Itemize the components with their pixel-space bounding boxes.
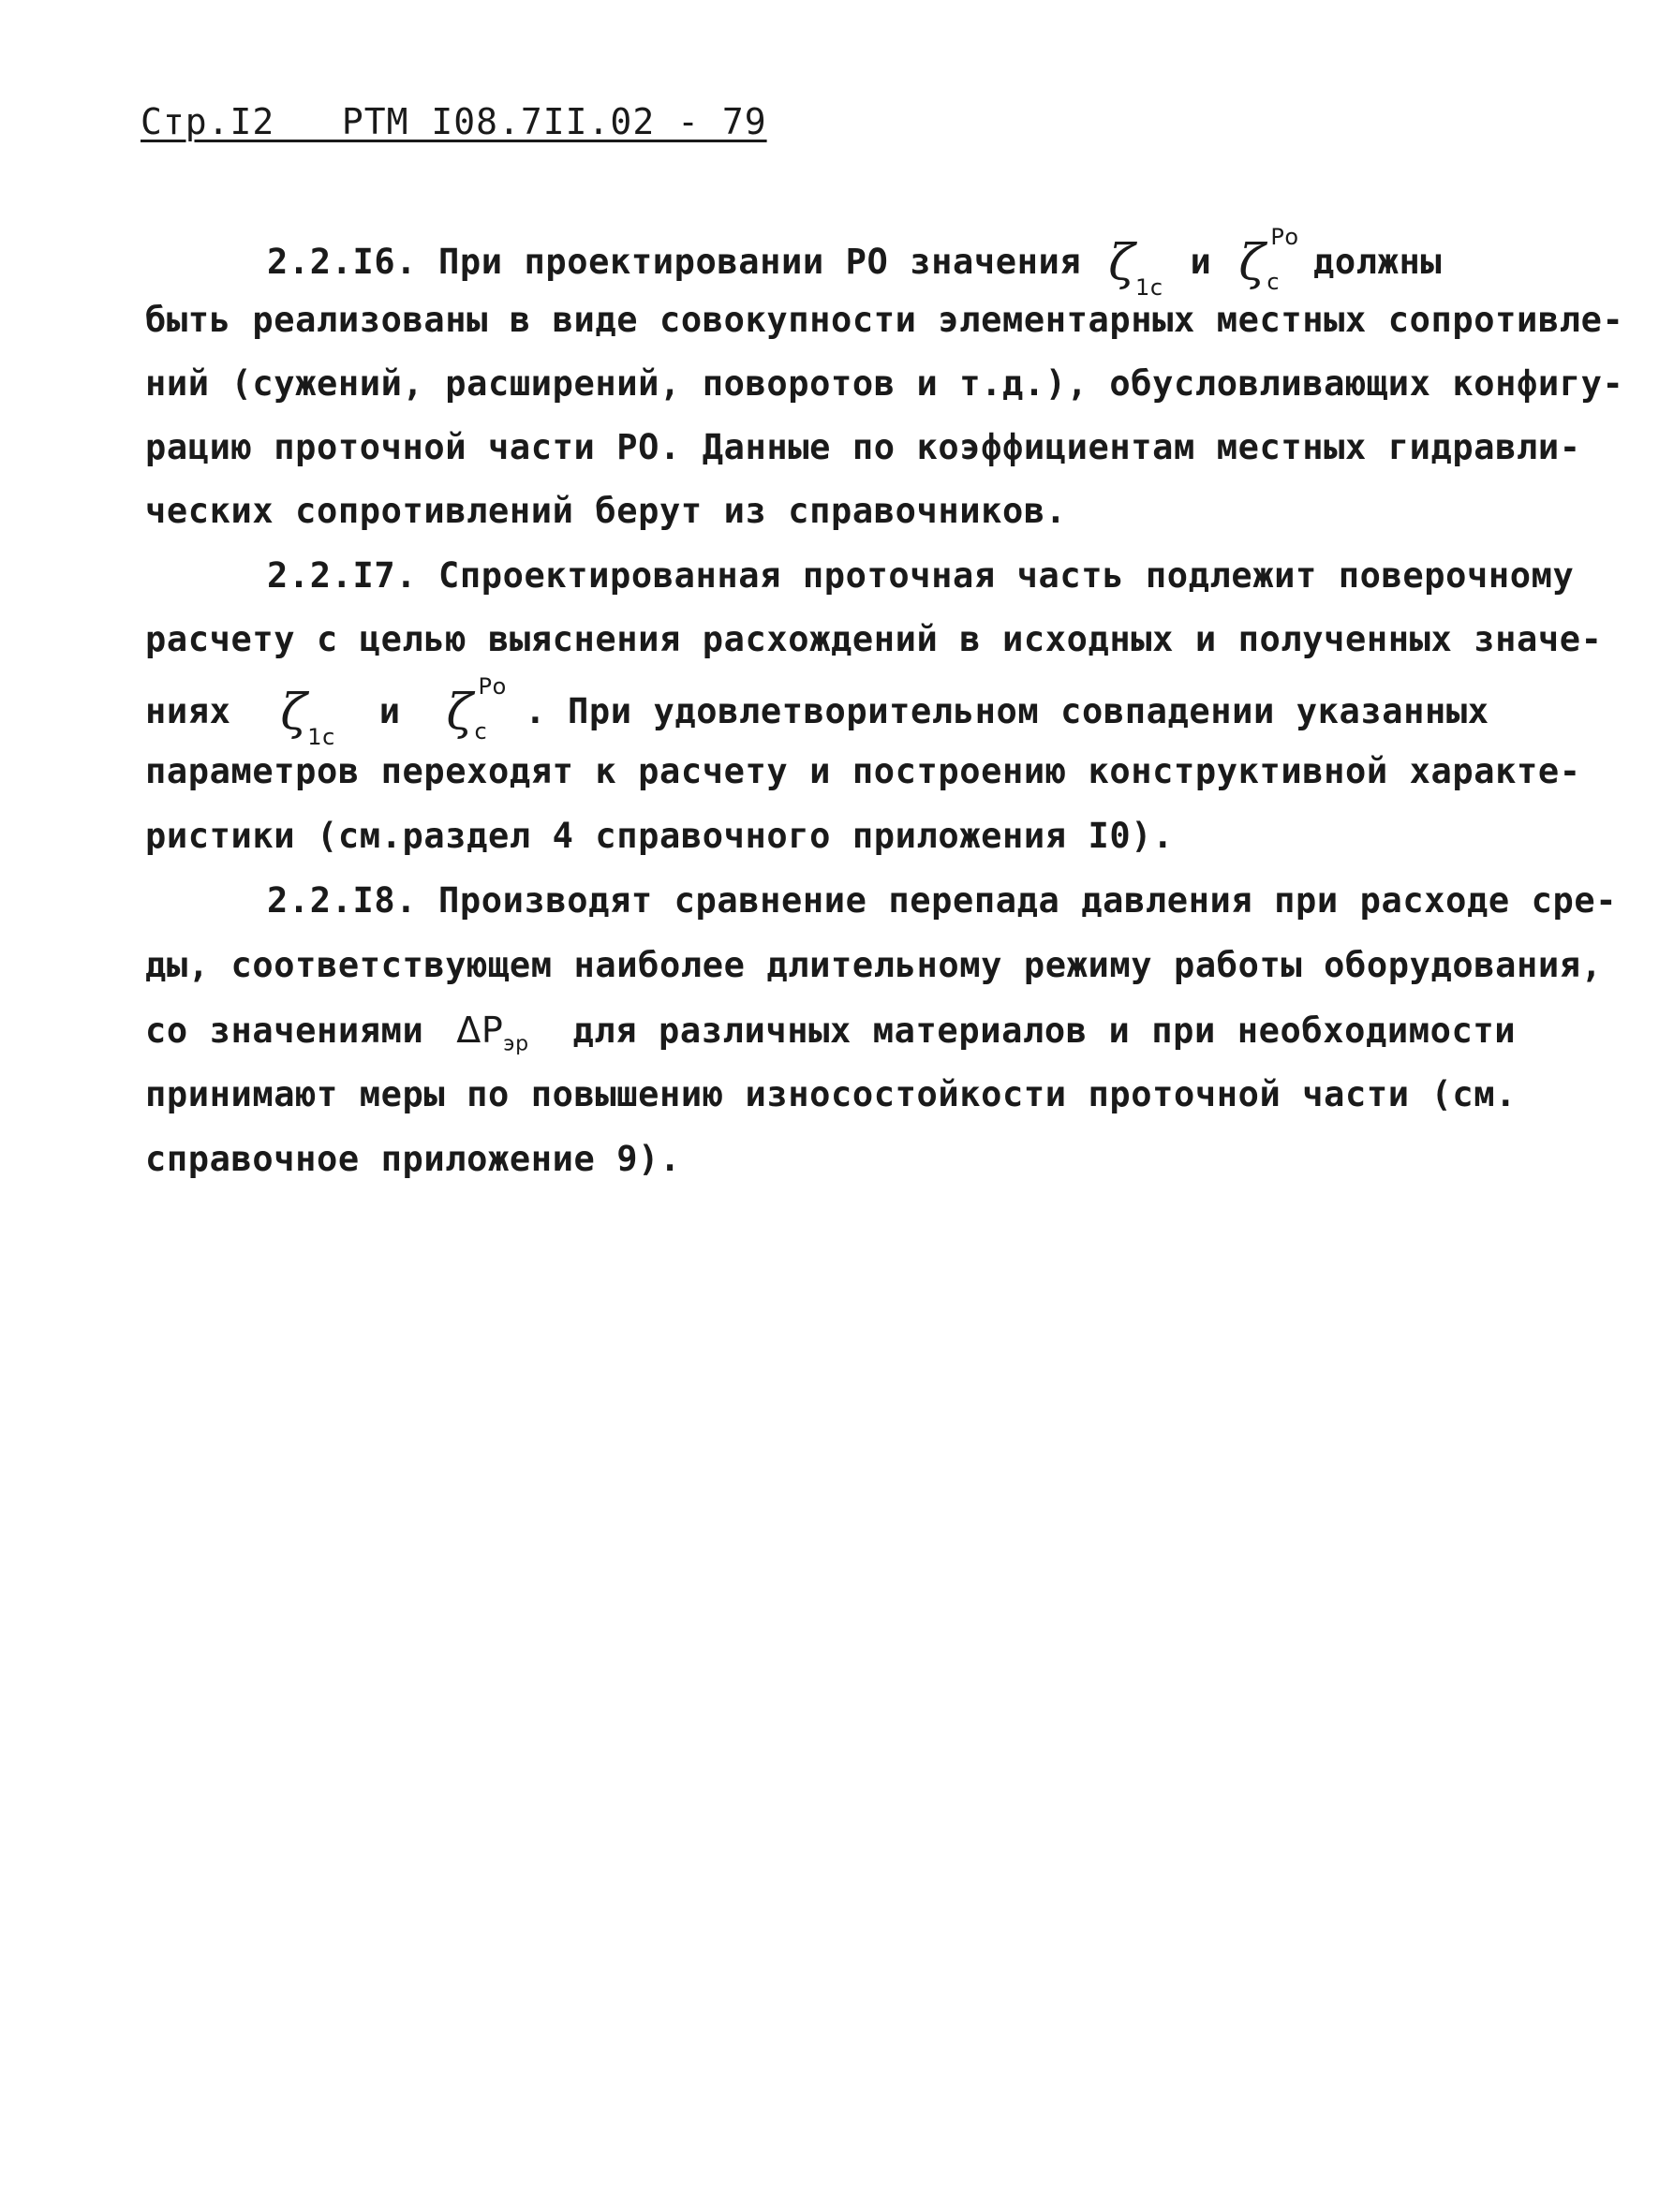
paragraph-2-2-16-line-4: рацию проточной части РО. Данные по коэффициентам местных гидравли- (145, 427, 1581, 467)
text-segment: и (1190, 242, 1212, 282)
text-segment: ниях (145, 691, 231, 731)
paragraph-2-2-16-line-5: ческих сопротивлений берут из справочников. (145, 491, 1067, 531)
page-header: Стр.I2 РТМ I08.7II.02 - 79 (141, 101, 767, 142)
text-segment: и (378, 691, 401, 731)
paragraph-2-2-17-line-3 (145, 673, 1489, 751)
paragraph-2-2-18-line-3 (145, 1012, 1516, 1055)
paragraph-2-2-18-line-2: ды, соответствующем наиболее длительному режиму работы оборудования, (145, 945, 1603, 985)
paragraph-2-2-16-line-1 (267, 224, 1443, 302)
text-segment: для различных материалов и при необходимости (572, 1010, 1517, 1051)
text-segment: со значениями (145, 1010, 424, 1051)
zeta-1c-symbol: $\zeta_{1c}$ (1108, 235, 1163, 302)
paragraph-2-2-17-line-2: расчету с целью выяснения расхождений в исходных и полученных значе- (145, 619, 1603, 659)
paragraph-2-2-18-line-5: справочное приложение 9). (145, 1139, 681, 1179)
delta-p-er-symbol: $\Delta P_{эр}$ (456, 1010, 529, 1056)
paragraph-2-2-16-line-2: быть реализованы в виде совокупности элементарных местных сопротивле- (145, 300, 1624, 340)
zeta-1c-symbol: $\zeta_{1c}$ (280, 685, 335, 751)
paragraph-2-2-17-line-1: 2.2.I7. Спроектированная проточная часть подлежит поверочному (267, 555, 1575, 596)
zeta-c-po-symbol: ζ Ро c (1238, 224, 1299, 295)
text-segment: 2.2.I6. При проектировании РО значения (267, 242, 1082, 282)
zeta-c-po-symbol: ζ Ро c (446, 673, 507, 745)
paragraph-2-2-17-line-4: параметров переходят к расчету и построению конструктивной характе- (145, 751, 1581, 791)
paragraph-2-2-18-line-1: 2.2.I8. Производят сравнение перепада давления при расходе сре- (267, 880, 1618, 921)
paragraph-2-2-16-line-3: ний (сужений, расширений, поворотов и т.д.), обусловливающих конфигу- (145, 363, 1624, 404)
paragraph-2-2-17-line-5: ристики (см.раздел 4 справочного приложения I0). (145, 816, 1175, 856)
paragraph-2-2-18-line-4: принимают меры по повышению износостойкости проточной части (см. (145, 1074, 1518, 1114)
text-segment: . При удовлетворительном совпадении указанных (525, 691, 1489, 731)
text-segment: должны (1313, 242, 1443, 282)
